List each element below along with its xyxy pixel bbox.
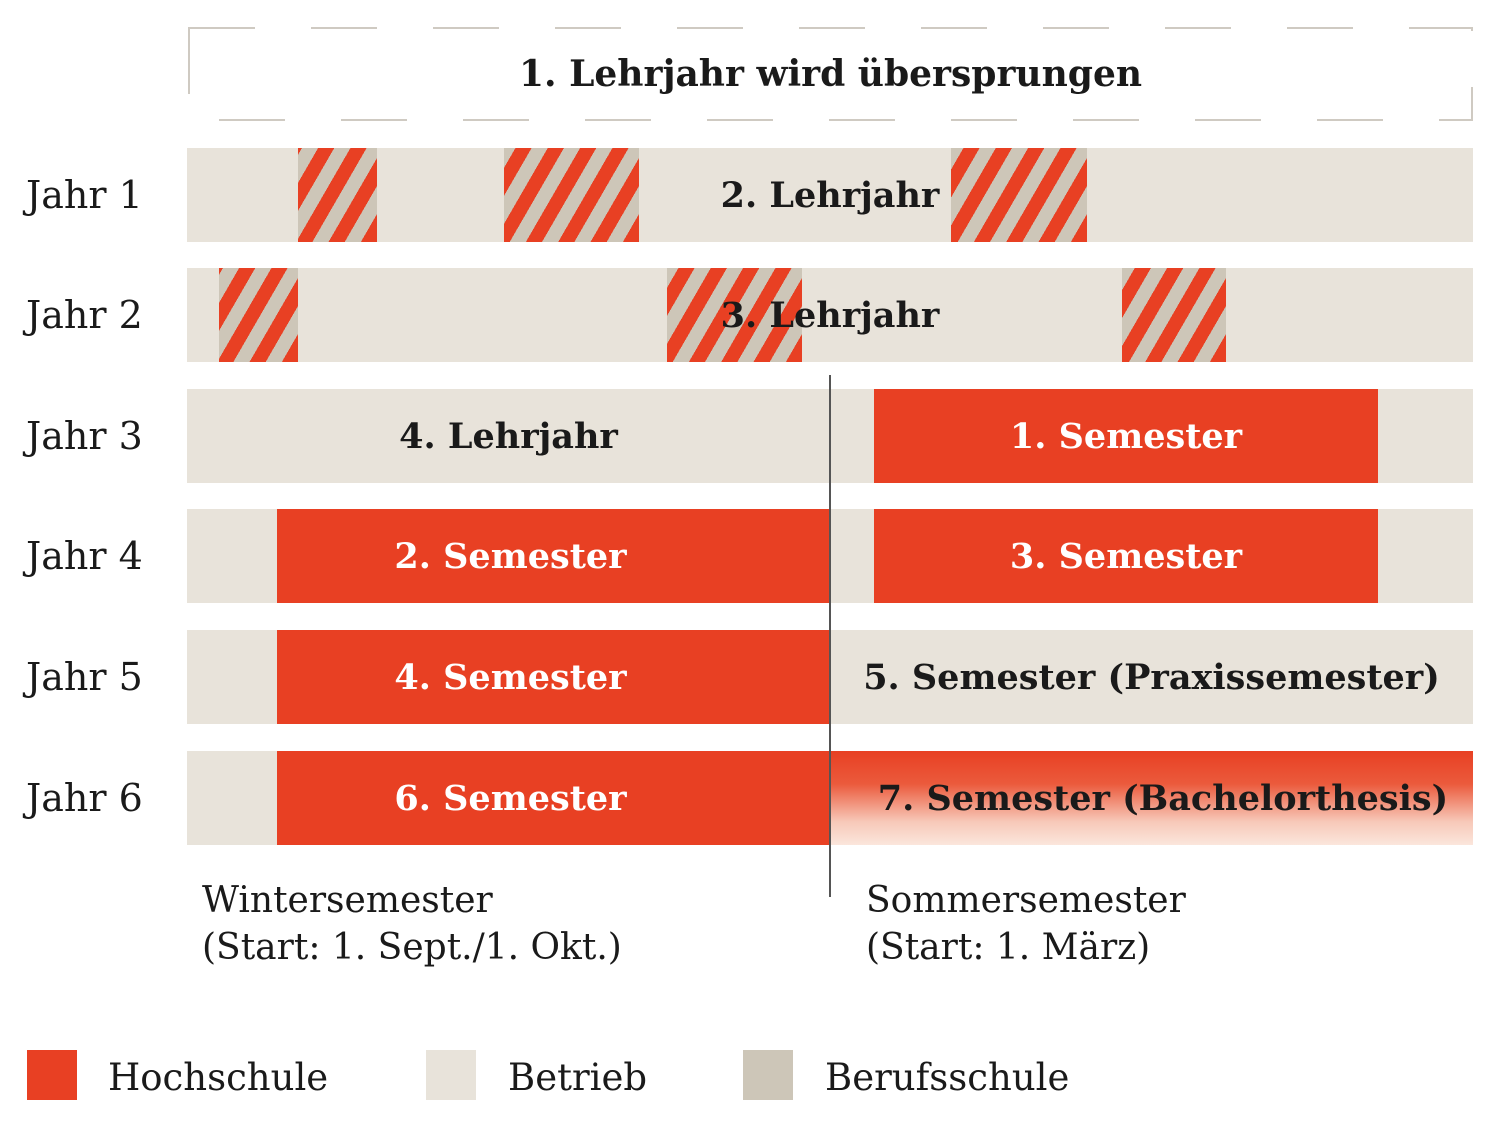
year-label-4: Jahr 4 <box>26 534 143 578</box>
winter-caption-line1: Wintersemester <box>202 880 493 921</box>
year-label-6: Jahr 6 <box>26 776 143 820</box>
winter-caption-line2: (Start: 1. Sept./1. Okt.) <box>202 927 622 968</box>
segment-label: 3. Lehrjahr <box>720 294 940 336</box>
summer-caption-line2: (Start: 1. März) <box>866 927 1151 968</box>
year-bar-2 <box>187 268 1473 362</box>
legend-swatch-hochschule <box>27 1050 77 1100</box>
year-bar-1 <box>187 148 1473 242</box>
segment-label: 5. Semester (Praxissemester) <box>863 656 1440 698</box>
segment-label: 2. Semester <box>394 535 627 577</box>
legend-swatch-betrieb <box>426 1050 476 1100</box>
year-label-1: Jahr 1 <box>26 173 143 217</box>
berufsschule-block <box>1122 268 1226 362</box>
skipped-year-label: 1. Lehrjahr wird übersprungen <box>518 53 1143 95</box>
semester-divider-line <box>829 375 831 897</box>
berufsschule-block <box>951 148 1087 242</box>
summer-caption-line1: Sommersemester <box>866 880 1186 921</box>
berufsschule-block <box>504 148 639 242</box>
segment-label: 6. Semester <box>394 777 627 819</box>
segment-label: 4. Lehrjahr <box>399 415 618 457</box>
segment-label: 4. Semester <box>394 656 627 698</box>
skipped-year-box <box>188 27 1473 121</box>
legend-swatch-berufsschule <box>743 1050 793 1100</box>
year-label-5: Jahr 5 <box>26 655 143 699</box>
berufsschule-block <box>298 148 377 242</box>
year-label-2: Jahr 2 <box>26 293 143 337</box>
segment-label: 2. Lehrjahr <box>720 174 940 216</box>
segment-label: 7. Semester (Bachelorthesis) <box>877 777 1449 819</box>
legend-label-berufsschule: Berufsschule <box>825 1055 1070 1099</box>
legend-label-betrieb: Betrieb <box>508 1055 648 1099</box>
winter-semester-caption <box>202 877 622 971</box>
berufsschule-block <box>219 268 298 362</box>
segment-label: 1. Semester <box>1009 415 1243 457</box>
legend-label-hochschule: Hochschule <box>108 1055 329 1099</box>
segment-label: 3. Semester <box>1009 535 1243 577</box>
summer-semester-caption <box>866 877 1186 971</box>
year-label-3: Jahr 3 <box>26 414 143 458</box>
